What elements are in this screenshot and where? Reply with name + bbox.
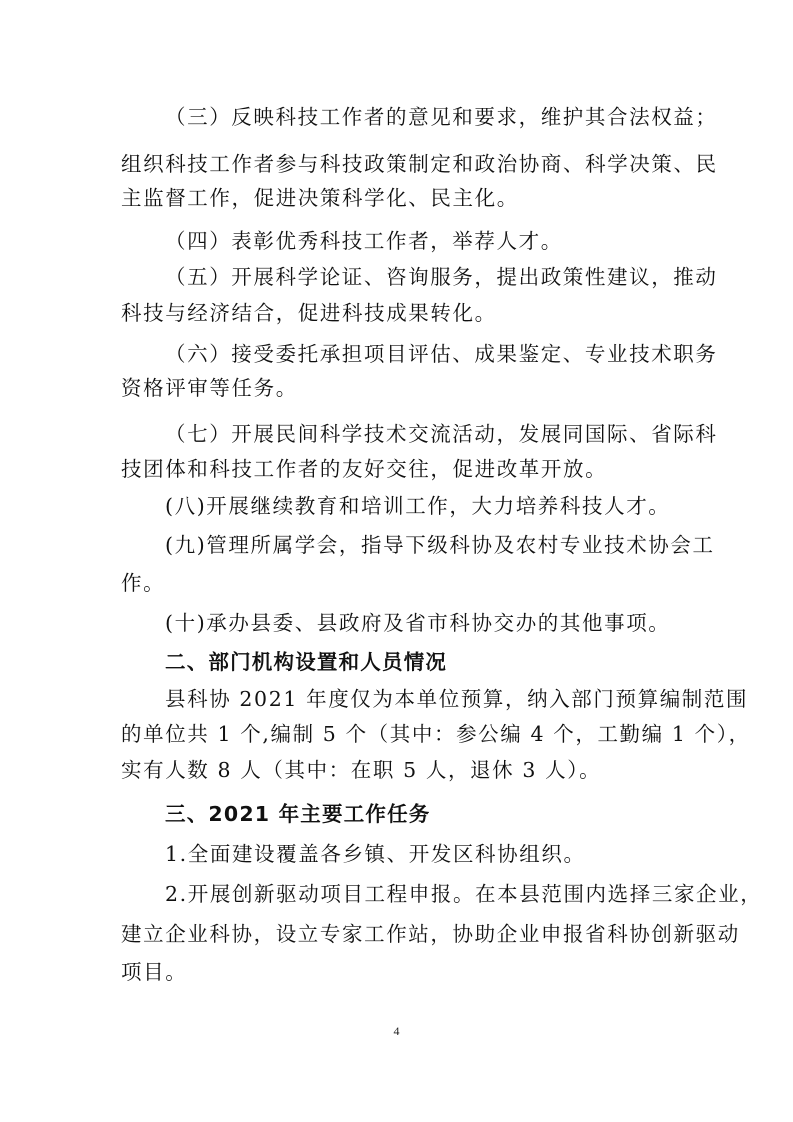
paragraph-6-line-1: （六）接受委托承担项目评估、成果鉴定、专业技术职务 (165, 342, 718, 366)
paragraph-3-line-2: 组织科技工作者参与科技政策制定和政治协商、科学决策、民 (121, 152, 718, 176)
task-2-line-2: 建立企业科协，设立专家工作站，协助企业申报省科协创新驱动 (121, 922, 740, 946)
paragraph-7-line-1: （七）开展民间科学技术交流活动，发展同国际、省际科 (165, 422, 718, 446)
paragraph-8-line-1: (八)开展继续教育和培训工作，大力培养科技人才。 (165, 494, 671, 518)
paragraph-10-line-1: (十)承办县委、县政府及省市科协交办的其他事项。 (165, 611, 671, 635)
section-heading-3: 三、2021 年主要工作任务 (165, 802, 431, 826)
paragraph-9-line-2: 作。 (121, 571, 166, 595)
task-1-line-1: 1.全面建设覆盖各乡镇、开发区科协组织。 (165, 842, 586, 866)
task-2-line-1: 2.开展创新驱动项目工程申报。在本县范围内选择三家企业， (165, 882, 763, 906)
paragraph-4-line-1: （四）表彰优秀科技工作者，举荐人才。 (165, 229, 563, 253)
page-number: 4 (393, 1024, 400, 1038)
paragraph-5-line-1: （五）开展科学论证、咨询服务，提出政策性建议，推动 (165, 265, 718, 289)
section-2-text-line-3: 实有人数 8 人（其中：在职 5 人，退休 3 人）。 (121, 758, 602, 782)
paragraph-7-line-2: 技团体和科技工作者的友好交往，促进改革开放。 (121, 457, 608, 481)
task-2-line-3: 项目。 (121, 960, 188, 984)
paragraph-6-line-2: 资格评审等任务。 (121, 376, 298, 400)
section-heading-2: 二、部门机构设置和人员情况 (165, 650, 448, 674)
section-2-text-line-1: 县科协 2021 年度仅为本单位预算，纳入部门预算编制范围 (165, 687, 749, 711)
paragraph-3-line-3: 主监督工作，促进决策科学化、民主化。 (121, 186, 519, 210)
paragraph-5-line-2: 科技与经济结合，促进科技成果转化。 (121, 301, 497, 325)
paragraph-3-line-1: （三）反映科技工作者的意见和要求，维护其合法权益； (165, 105, 718, 129)
paragraph-9-line-1: (九)管理所属学会，指导下级科协及农村专业技术协会工 (165, 533, 715, 557)
section-2-text-line-2: 的单位共 1 个,编制 5 个（其中：参公编 4 个，工勤编 1 个）， (121, 722, 751, 746)
